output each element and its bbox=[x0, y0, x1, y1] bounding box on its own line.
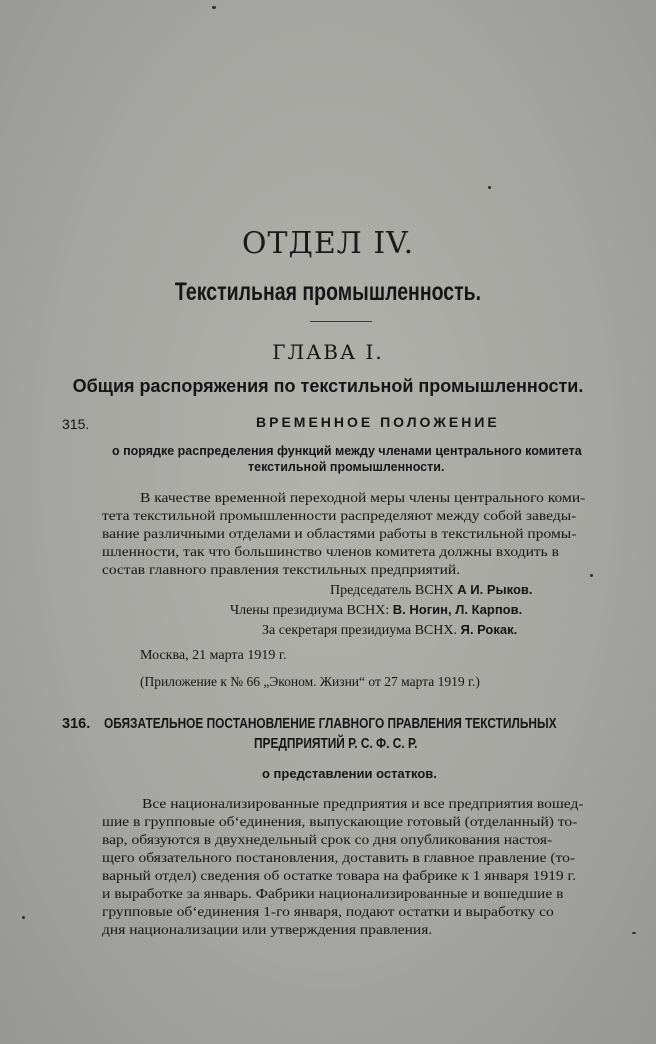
doc-315-subheading-line: о порядке распределения функций между членами центрального комитета bbox=[112, 444, 582, 458]
doc-316-body-line: Все национализированные предприятия и все предприятия вошед- bbox=[142, 796, 584, 811]
doc-316-body-line: групповые об‘единения 1-го января, подают остатки и выработку со bbox=[102, 904, 554, 919]
scan-speck bbox=[488, 186, 491, 189]
divider-rule bbox=[310, 321, 372, 322]
doc-315-body-line: вание различными отделами и областями работы в текстильной промы- bbox=[102, 526, 577, 541]
doc-315-heading: ВРЕМЕННОЕ ПОЛОЖЕНИЕ bbox=[256, 414, 500, 430]
chapter-title: ГЛАВА I. bbox=[272, 340, 384, 364]
doc-315-place-date: Москва, 21 марта 1919 г. bbox=[140, 648, 287, 663]
scan-speck bbox=[22, 916, 25, 919]
doc-316-heading-line: ОБЯЗАТЕЛЬНОЕ ПОСТАНОВЛЕНИЕ ГЛАВНОГО ПРАВЛЕНИЯ ТЕКСТИЛЬНЫХ bbox=[104, 716, 557, 732]
signature-role: Председатель ВСНХ bbox=[330, 583, 454, 598]
doc-316-body-line: щего обязательного постановления, доставить в главное правление (то- bbox=[102, 850, 576, 865]
doc-316-heading-line: ПРЕДПРИЯТИЙ Р. С. Ф. С. Р. bbox=[254, 736, 418, 752]
signature-names: В. Ногин, Л. Карпов. bbox=[392, 602, 523, 617]
doc-316-body-line: и выработке за январь. Фабрики национализированные и вошедшие в bbox=[102, 886, 564, 901]
signature-role: Члены президиума ВСНХ: bbox=[230, 603, 390, 618]
signature-presidium-members bbox=[230, 602, 522, 619]
doc-315-body-line: тета текстильной промышленности распределяют между собой заведы- bbox=[102, 508, 577, 523]
scan-speck bbox=[590, 574, 593, 577]
doc-316-body-line: дня национализации или утверждения правления. bbox=[102, 922, 433, 937]
scan-speck bbox=[632, 932, 636, 934]
doc-315-body-line: шленности, так что большинство членов комитета должны входить в bbox=[102, 544, 559, 559]
section-subject: Текстильная промышленность. bbox=[174, 278, 482, 306]
signature-chairman bbox=[330, 582, 533, 599]
doc-315-source: (Приложение к № 66 „Эконом. Жизни“ от 27 марта 1919 г.) bbox=[140, 674, 480, 689]
scan-speck bbox=[212, 6, 216, 9]
signature-names: Я. Рокак. bbox=[460, 622, 518, 637]
doc-315-number: 315. bbox=[62, 416, 90, 432]
signature-names: А И. Рыков. bbox=[457, 582, 533, 597]
doc-316-subheading: о представлении остатков. bbox=[262, 766, 437, 781]
signature-secretary bbox=[262, 622, 517, 639]
doc-315-subheading-line: текстильной промышленности. bbox=[248, 460, 445, 474]
signature-role: За секретаря президиума ВСНХ. bbox=[262, 623, 457, 638]
doc-316-number: 316. bbox=[62, 716, 91, 732]
doc-315-body-line: состав главного правления текстильных предприятий. bbox=[102, 562, 461, 577]
chapter-subtitle: Общия распоряжения по текстильной промышленности. bbox=[72, 376, 584, 396]
doc-316-body-line: вар, обязуются в двухнедельный срок со дня опубликования настоя- bbox=[102, 832, 553, 847]
section-title: ОТДЕЛ IV. bbox=[241, 226, 415, 261]
doc-316-body-line: варный отдел) сведения об остатке товара на фабрике к 1 января 1919 г. bbox=[102, 868, 577, 883]
doc-315-body-line: В качестве временной переходной меры члены центрального коми- bbox=[140, 490, 586, 505]
doc-316-body-line: шие в групповые об‘единения, выпускающие готовый (отделанный) то- bbox=[102, 814, 578, 829]
